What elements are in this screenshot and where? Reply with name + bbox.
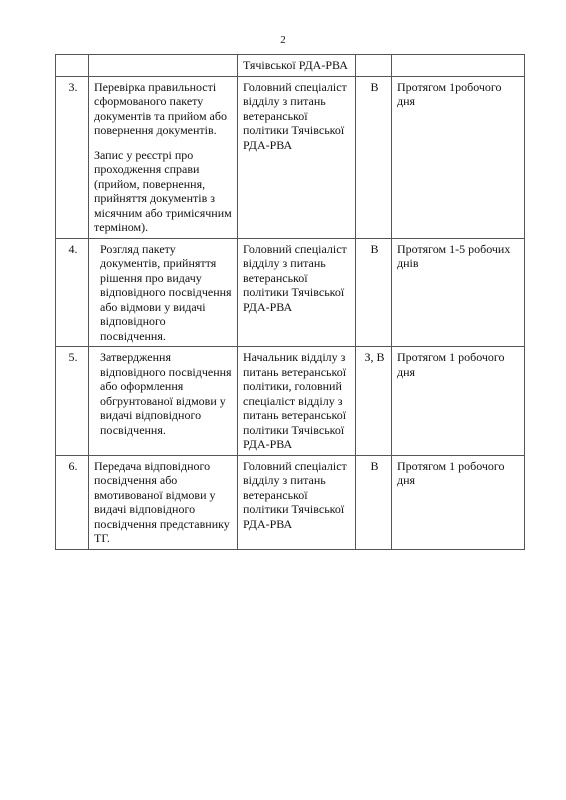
term (392, 55, 525, 77)
term: Протягом 1робочого дня (392, 76, 525, 238)
step-description (89, 455, 238, 549)
stage-code: З, В (356, 347, 392, 456)
term: Протягом 1 робочого дня (392, 347, 525, 456)
table-row (56, 76, 525, 238)
step-paragraph: Затвердження відповідного посвідчення або оформлення обгрунтованої відмови у видачі відповідного посвідчення. (100, 350, 232, 437)
step-number: 3. (56, 76, 89, 238)
step-description (89, 55, 238, 77)
table-row (56, 238, 525, 347)
step-number: 6. (56, 455, 89, 549)
page-number: 2 (280, 34, 286, 46)
term: Протягом 1 робочого дня (392, 455, 525, 549)
table-row (56, 455, 525, 549)
step-paragraph: Розгляд пакету документів, прийняття рішення про видачу відповідного посвідчення або відмови у видачі відповідного посвідчення. (100, 241, 232, 343)
stage-code: В (356, 455, 392, 549)
responsible-person: Тячівської РДА-РВА (238, 55, 356, 77)
responsible-person: Головний спеціаліст відділу з питань ветеранської політики Тячівської РДА-РВА (238, 238, 356, 347)
term: Протягом 1-5 робочих днів (392, 238, 525, 347)
step-number (56, 55, 89, 77)
responsible-person: Головний спеціаліст відділу з питань ветеранської політики Тячівської РДА-РВА (238, 455, 356, 549)
step-number: 4. (56, 238, 89, 347)
step-description (89, 76, 238, 238)
step-paragraph: Запис у реєстрі про проходження справи (прийом, повернення, прийняття документів з місячним або тримісячним терміном). (94, 147, 232, 234)
procedure-table (55, 54, 525, 550)
responsible-person: Головний спеціаліст відділу з питань ветеранської політики Тячівської РДА-РВА (238, 76, 356, 238)
step-number: 5. (56, 347, 89, 456)
step-paragraph: Перевірка правильності сформованого пакету документів та прийом або повернення документів. (94, 79, 227, 137)
table-row (56, 347, 525, 456)
responsible-person: Начальник відділу з питань ветеранської політики, головний спеціаліст відділу з питань ветеранської політики Тячівської РДА-РВА (238, 347, 356, 456)
stage-code: В (356, 238, 392, 347)
step-description (89, 238, 238, 347)
step-description (89, 347, 238, 456)
step-paragraph: Передача відповідного посвідчення або вмотивованої відмови у видачі відповідного посвідчення представнику ТГ. (94, 458, 230, 545)
stage-code (356, 55, 392, 77)
table-row (56, 55, 525, 77)
stage-code: В (356, 76, 392, 238)
